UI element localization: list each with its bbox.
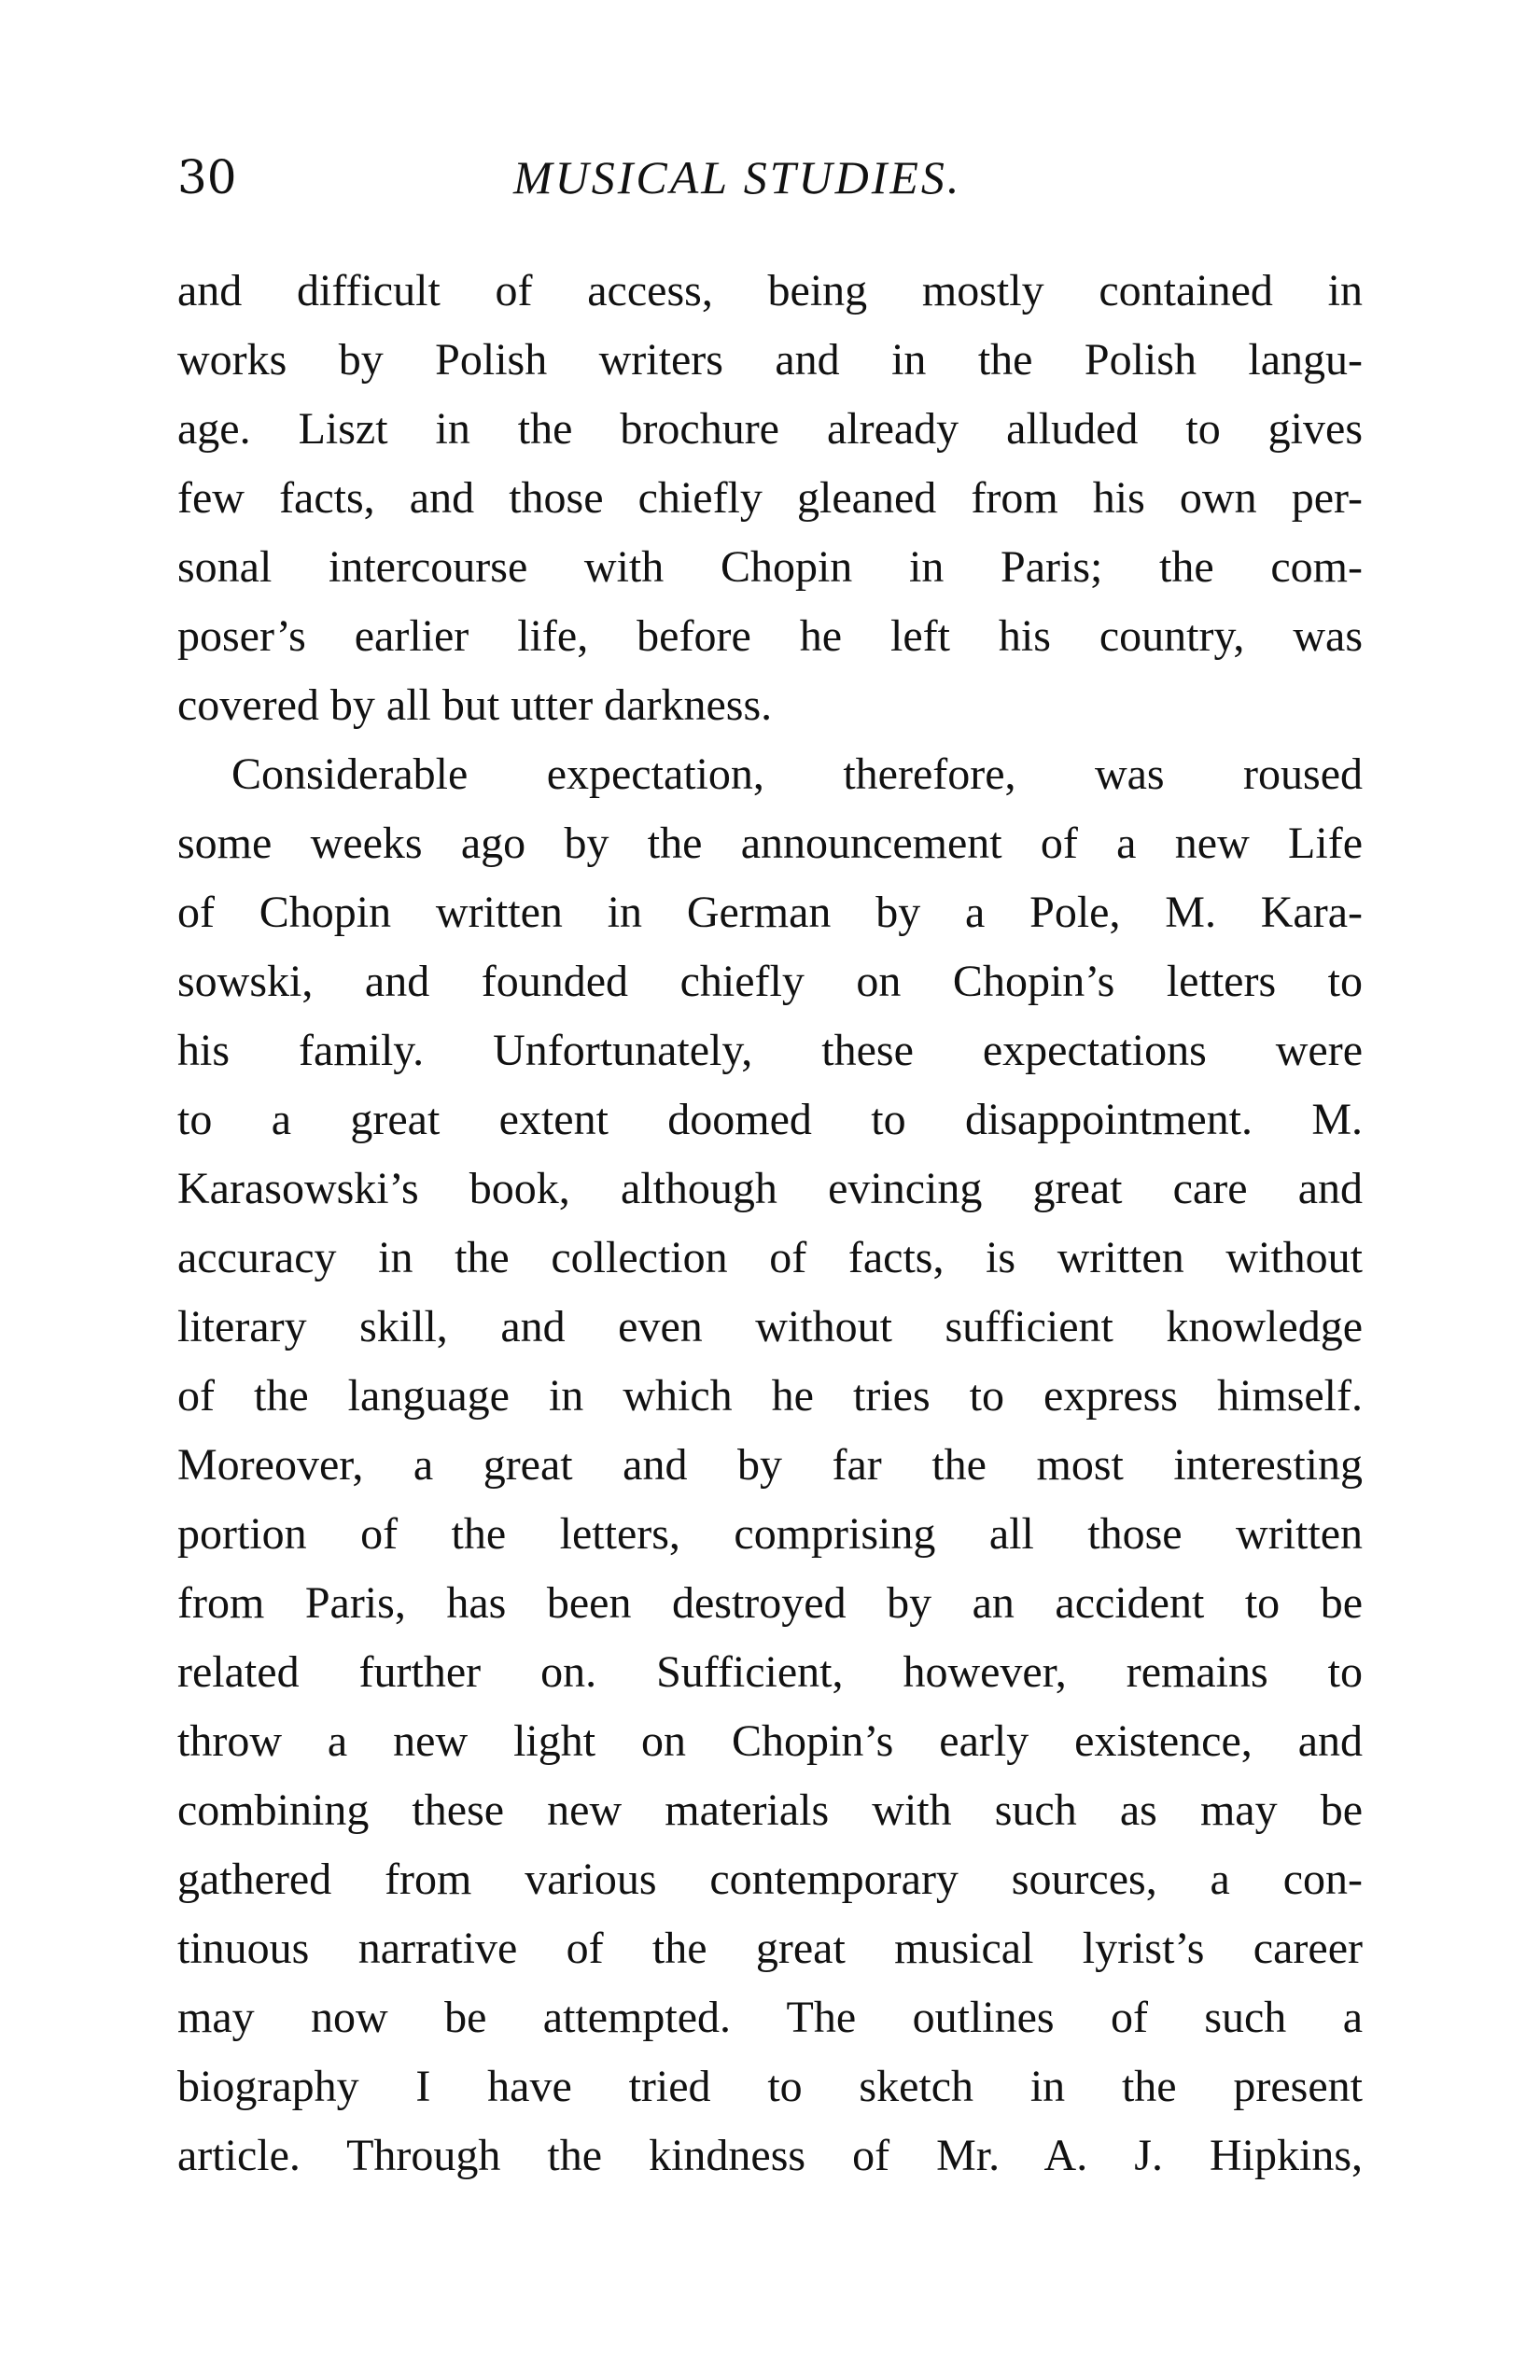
text-line: may now be attempted. The outlines of such a <box>177 1993 1363 2042</box>
text-line: from Paris, has been destroyed by an accident to be <box>177 1578 1363 1628</box>
text-line: to a great extent doomed to disappointment. M. <box>177 1095 1363 1144</box>
text-line: some weeks ago by the announcement of a new Life <box>177 819 1363 868</box>
text-line: gathered from various contemporary sources, a con- <box>177 1855 1363 1904</box>
text-line: Moreover, a great and by far the most interesting <box>177 1440 1363 1490</box>
text-line: accuracy in the collection of facts, is written without <box>177 1233 1363 1282</box>
text-line: covered by all but utter darkness. <box>177 680 773 730</box>
text-line: sowski, and founded chiefly on Chopin’s letters to <box>177 957 1363 1006</box>
text-line: combining these new materials with such as may be <box>177 1785 1363 1835</box>
text-line: poser’s earlier life, before he left his country, was <box>177 611 1363 661</box>
text-line: of Chopin written in German by a Pole, M. Kara- <box>177 888 1363 937</box>
text-line: biography I have tried to sketch in the present <box>177 2062 1363 2111</box>
text-line: throw a new light on Chopin’s early existence, and <box>177 1716 1363 1766</box>
text-line: and difficult of access, being mostly contained in <box>177 266 1363 315</box>
text-line: sonal intercourse with Chopin in Paris; the com- <box>177 542 1363 592</box>
running-head <box>177 145 1363 210</box>
text-line: age. Liszt in the brochure already alluded to gives <box>177 404 1363 454</box>
text-line: related further on. Sufficient, however, remains to <box>177 1647 1363 1697</box>
text-line: of the language in which he tries to express himself. <box>177 1371 1363 1421</box>
text-line: works by Polish writers and in the Polish langu- <box>177 335 1363 385</box>
text-line: Considerable expectation, therefore, was roused <box>231 749 1363 799</box>
body-text <box>177 257 1363 2191</box>
text-line: article. Through the kindness of Mr. A. J. Hipkins, <box>177 2131 1363 2180</box>
text-line: literary skill, and even without sufficient knowledge <box>177 1302 1363 1351</box>
text-line: his family. Unfortunately, these expectations were <box>177 1026 1363 1075</box>
text-line: portion of the letters, comprising all those written <box>177 1509 1363 1559</box>
running-title: MUSICAL STUDIES. <box>513 151 962 203</box>
page-number: 30 <box>177 150 237 204</box>
text-line: few facts, and those chiefly gleaned from his own per- <box>177 473 1363 523</box>
text-line: Karasowski’s book, although evincing great care and <box>177 1164 1363 1213</box>
text-line: tinuous narrative of the great musical lyrist’s career <box>177 1924 1363 1973</box>
